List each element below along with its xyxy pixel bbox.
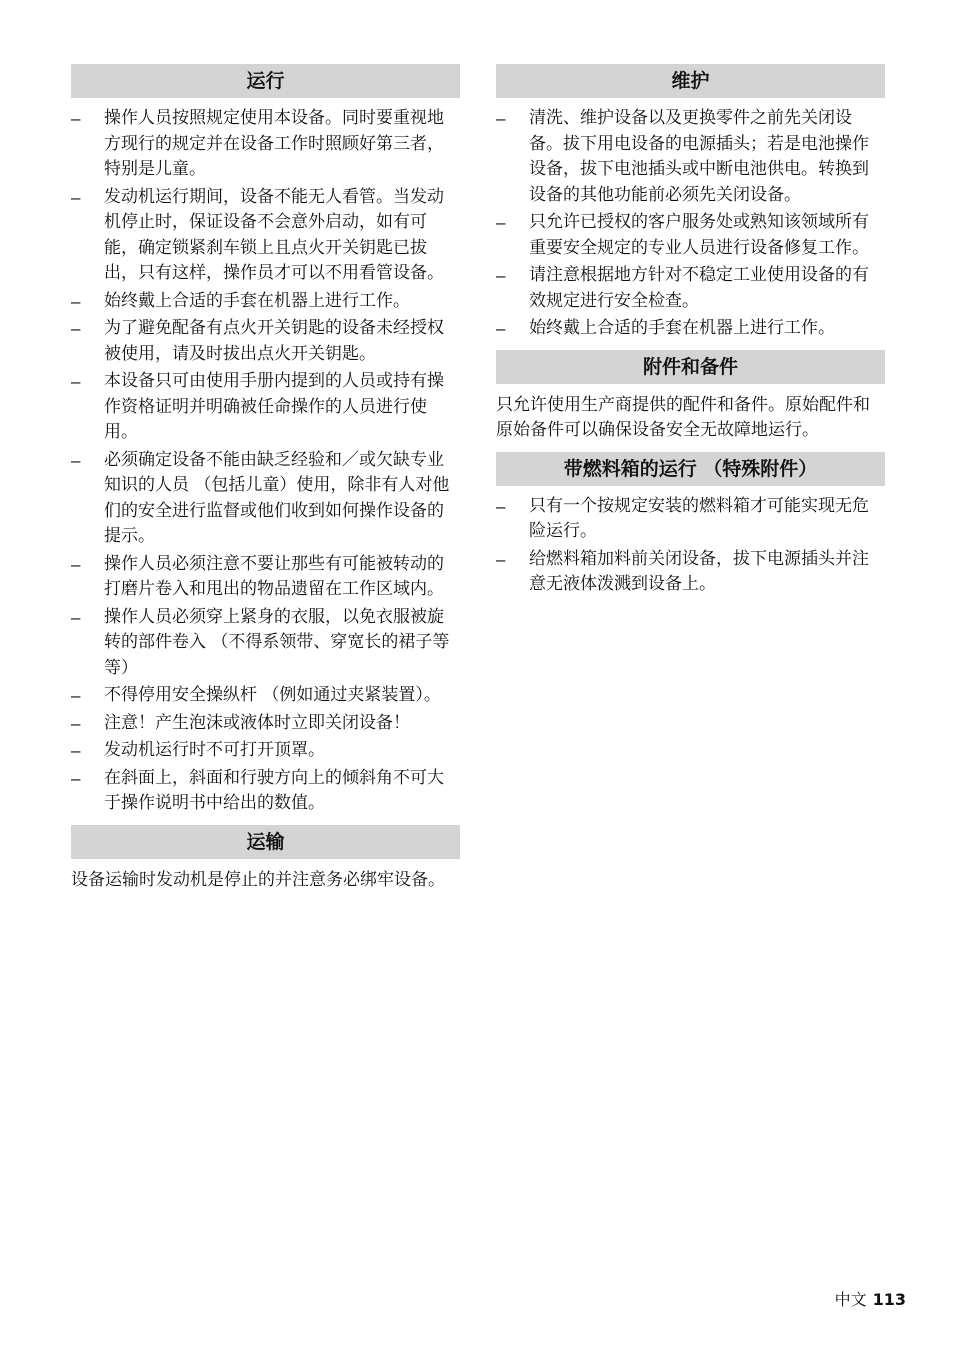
list-item: – 在斜面上，斜面和行驶方向上的倾斜角不可大于操作说明书中给出的数值。 [71,767,444,813]
list-item: – 只有一个按规定安装的燃料箱才可能实现无危险运行。 [496,495,869,541]
list-item: – 不得停用安全操纵杆 （例如通过夹紧装置）。 [71,683,460,709]
section-maintenance [496,64,885,342]
page-number: 113 [872,1290,906,1309]
bullet-dash: – [71,291,81,311]
right-column [496,64,885,606]
list-item: – 操作人员按照规定使用本设备。同时要重视地方现行的规定并在设备工作时照顾好第三者，特别是儿童。 [71,108,444,179]
section-operation [71,64,460,817]
list-item: – 始终戴上合适的手套在机器上进行工作。 [496,316,885,342]
page-footer [835,1287,906,1310]
section-transport [71,825,460,894]
list-item: – 给燃料箱加料前关闭设备，拔下电源插头并注意无液体泼溅到设备上。 [496,548,869,594]
section-accessories [496,350,885,444]
bullet-dash: – [71,713,81,733]
section-title-fuel-tank: 带燃料箱的运行 （特殊附件） [496,452,885,486]
list-item: – 为了避免配备有点火开关钥匙的设备未经授权被使用，请及时拔出点火开关钥匙。 [71,318,444,364]
fuel-tank-list [496,486,885,598]
bullet-dash: – [71,450,81,470]
list-item: – 始终戴上合适的手套在机器上进行工作。 [71,289,460,315]
bullet-dash: – [71,607,81,627]
accessories-text: 只允许使用生产商提供的配件和备件。原始配件和原始备件可以确保设备安全无故障地运行。 [496,394,870,440]
list-item: – 发动机运行期间，设备不能无人看管。当发动机停止时，保证设备不会意外启动，如有可能，确定锁紧刹车锁上且点火开关钥匙已拔出，只有这样，操作员才可以不用看管设备。 [71,186,444,283]
bullet-dash: – [71,187,81,207]
bullet-dash: – [496,496,506,516]
list-item: – 操作人员必须注意不要让那些有可能被转动的打磨片卷入和甩出的物品遗留在工作区域内。 [71,553,444,599]
bullet-dash: – [496,266,506,285]
list-item: – 本设备只可由使用手册内提到的人员或持有操作资格证明并明确被任命操作的人员进行使用。 [71,371,444,442]
bullet-dash: – [496,549,506,569]
section-fuel-tank [496,452,885,598]
bullet-dash: – [71,741,81,760]
section-title-maintenance: 维护 [496,64,885,98]
list-item: – 操作人员必须穿上紧身的衣服，以免衣服被旋转的部件卷入 （不得系领带、穿宽长的裙子等等） [71,606,450,678]
maintenance-list [496,98,885,342]
operation-list [71,98,460,817]
bullet-dash: – [71,372,81,391]
bullet-dash: – [71,554,81,574]
bullet-dash: – [496,213,506,232]
list-item: – 必须确定设备不能由缺乏经验和／或欠缺专业知识的人员 （包括儿童）使用，除非有人对他们的安全进行监督或他们收到如何操作设备的提示。 [71,449,450,546]
bullet-dash: – [496,109,506,128]
left-column [71,64,460,901]
list-item: – 请注意根据地方针对不稳定工业使用设备的有效规定进行安全检查。 [496,265,869,311]
transport-text: 设备运输时发动机是停止的并注意务必绑牢设备。 [71,869,445,890]
list-item: – 只允许已授权的客户服务处或熟知该领域所有重要安全规定的专业人员进行设备修复工作。 [496,212,869,258]
list-item: – 发动机运行时不可打开顶罩。 [71,738,460,764]
list-item: – 清洗、维护设备以及更换零件之前先关闭设备。拔下用电设备的电源插头；若是电池操作设备，拔下电池插头或中断电池供电。转换到设备的其他功能前必须先关闭设备。 [496,108,869,205]
bullet-dash: – [71,768,81,788]
bullet-dash: – [71,686,81,705]
list-item: – 注意！产生泡沫或液体时立即关闭设备！ [71,711,460,737]
section-title-transport: 运输 [71,825,460,859]
section-title-operation: 运行 [71,64,460,98]
bullet-dash: – [496,319,506,338]
footer-language: 中文 [834,1290,867,1309]
bullet-dash: – [71,109,81,128]
bullet-dash: – [71,319,81,338]
section-title-accessories: 附件和备件 [496,350,885,384]
